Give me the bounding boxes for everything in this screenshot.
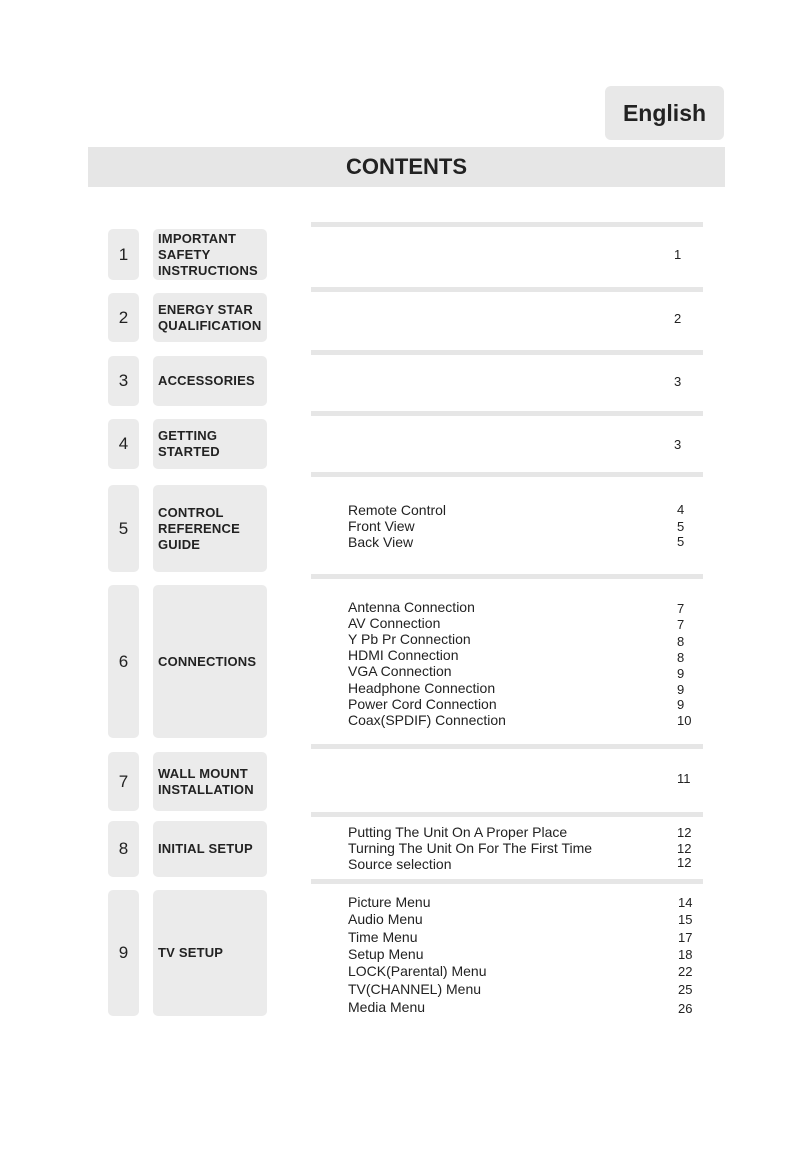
section-divider (311, 879, 703, 884)
section-title-connections[interactable] (153, 585, 267, 738)
section-title-label: WALL MOUNT INSTALLATION (158, 765, 254, 797)
page-number: 12 (677, 855, 692, 870)
section-title-label: IMPORTANT SAFETY INSTRUCTIONS (158, 230, 258, 278)
page-number: 3 (674, 374, 682, 389)
section-number-6: 6 (108, 585, 139, 738)
section-title-energy-star[interactable] (153, 293, 267, 342)
page-number: 15 (678, 912, 693, 927)
toc-entry[interactable]: Source selection (348, 856, 452, 872)
page-number: 14 (678, 895, 693, 910)
section-number-3: 3 (108, 356, 139, 406)
toc-entry[interactable]: Time Menu (348, 929, 418, 945)
page-number: 17 (678, 930, 693, 945)
toc-entry[interactable]: Media Menu (348, 999, 426, 1015)
toc-entry[interactable]: VGA Connection (348, 663, 452, 679)
page-number: 11 (677, 771, 691, 786)
section-divider (311, 472, 703, 477)
toc-entry[interactable]: Y Pb Pr Connection (348, 631, 471, 647)
toc-entry[interactable]: TV(CHANNEL) Menu (348, 981, 482, 997)
page-number: 8 (677, 634, 685, 649)
section-divider (311, 287, 703, 292)
page-number: 5 (677, 519, 685, 534)
section-title-safety[interactable] (153, 229, 267, 280)
toc-entry[interactable]: Setup Menu (348, 946, 424, 962)
section-title-control-reference[interactable] (153, 485, 267, 572)
page-number: 25 (678, 982, 693, 997)
toc-entry[interactable]: HDMI Connection (348, 647, 459, 663)
toc-entry[interactable]: Audio Menu (348, 911, 423, 927)
language-badge: English (605, 86, 724, 140)
section-title-accessories[interactable] (153, 356, 267, 406)
page-number: 10 (677, 713, 692, 728)
section-divider (311, 744, 703, 749)
section-number-2: 2 (108, 293, 139, 342)
toc-entry[interactable]: Headphone Connection (348, 680, 496, 696)
page-number: 3 (674, 437, 682, 452)
contents-title: CONTENTS (88, 147, 725, 187)
toc-entry[interactable]: AV Connection (348, 615, 441, 631)
toc-entry[interactable]: Picture Menu (348, 894, 431, 910)
section-divider (311, 350, 703, 355)
page-number: 1 (674, 247, 682, 262)
section-title-getting-started[interactable] (153, 419, 267, 469)
section-divider (311, 411, 703, 416)
section-title-label: TV SETUP (158, 945, 224, 960)
toc-entry[interactable]: Coax(SPDIF) Connection (348, 712, 506, 728)
page-number: 4 (677, 502, 685, 517)
page-number: 9 (677, 697, 685, 712)
section-number-4: 4 (108, 419, 139, 469)
page-number: 26 (678, 1001, 693, 1016)
section-title-initial-setup[interactable] (153, 821, 267, 877)
page-number: 18 (678, 947, 693, 962)
page-number: 9 (677, 682, 685, 697)
toc-entry[interactable]: Turning The Unit On For The First Time (348, 840, 593, 856)
section-divider (311, 812, 703, 817)
page-number: 2 (674, 311, 682, 326)
section-title-label: ENERGY STAR QUALIFICATION (158, 301, 262, 333)
section-title-label: CONNECTIONS (158, 653, 257, 669)
section-title-wall-mount[interactable] (153, 752, 267, 811)
section-number-9: 9 (108, 890, 139, 1016)
section-title-label: ACCESSORIES (158, 373, 255, 388)
page-number: 5 (677, 534, 685, 549)
toc-entry[interactable]: Remote Control (348, 502, 447, 518)
section-number-5: 5 (108, 485, 139, 572)
section-title-label: GETTING STARTED (158, 428, 220, 459)
page-number: 22 (678, 964, 693, 979)
section-title-label: CONTROL REFERENCE GUIDE (158, 504, 240, 552)
section-number-8: 8 (108, 821, 139, 877)
section-title-tv-setup[interactable] (153, 890, 267, 1016)
section-number-1: 1 (108, 229, 139, 280)
page-number: 7 (677, 601, 685, 616)
section-number-7: 7 (108, 752, 139, 811)
section-divider (311, 222, 703, 227)
section-title-label: INITIAL SETUP (158, 841, 253, 856)
toc-entry[interactable]: Back View (348, 534, 414, 550)
page-number: 12 (677, 825, 692, 840)
page-number: 8 (677, 650, 685, 665)
page-number: 7 (677, 617, 685, 632)
toc-entry[interactable]: Front View (348, 518, 415, 534)
section-divider (311, 574, 703, 579)
page-number: 12 (677, 841, 692, 856)
toc-entry[interactable]: Antenna Connection (348, 599, 475, 615)
page-number: 9 (677, 666, 685, 681)
toc-entry[interactable]: LOCK(Parental) Menu (348, 963, 487, 979)
toc-entry[interactable]: Power Cord Connection (348, 696, 497, 712)
toc-entry[interactable]: Putting The Unit On A Proper Place (348, 824, 568, 840)
